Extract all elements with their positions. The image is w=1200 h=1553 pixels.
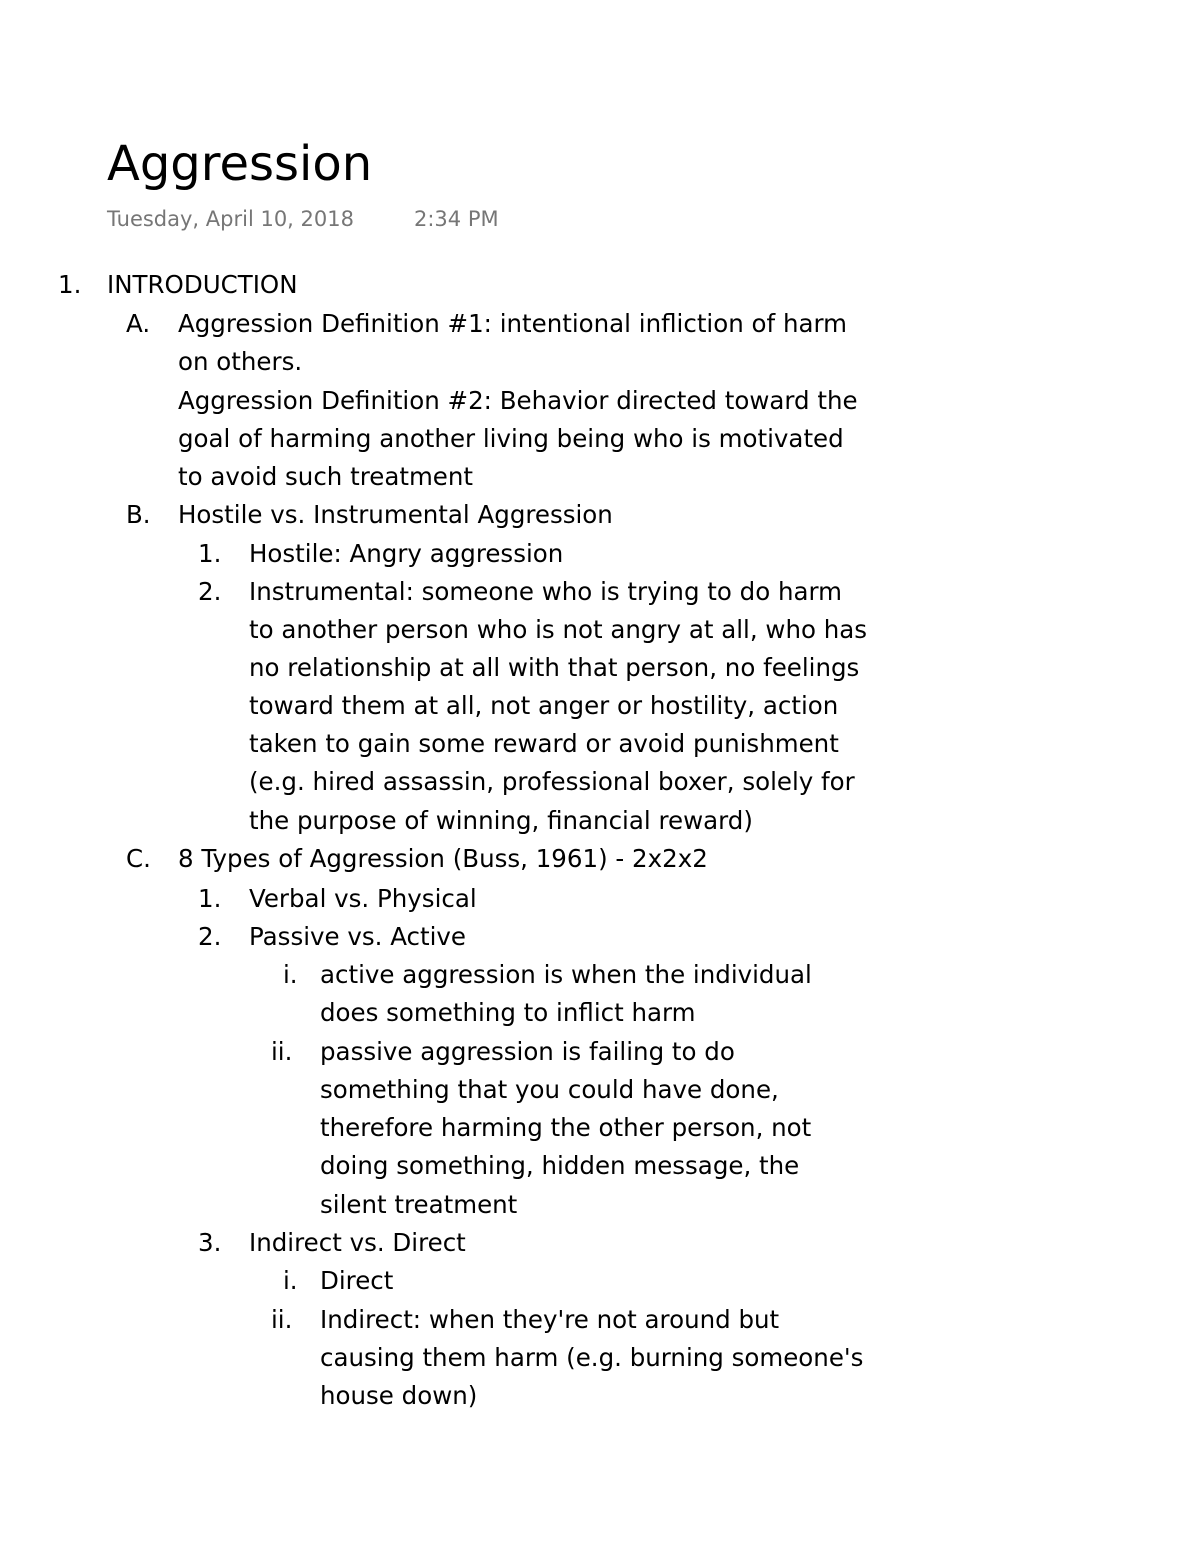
list-item-text: something that you could have done,: [320, 1075, 779, 1104]
list-item-text: to another person who is not angry at all, who has: [249, 615, 868, 644]
page-title: Aggression: [107, 136, 373, 192]
list-marker: i.: [283, 960, 298, 989]
list-item-text: goal of harming another living being who is motivated: [178, 424, 844, 453]
list-item-text: no relationship at all with that person, no feelings: [249, 653, 860, 682]
list-item-text: passive aggression is failing to do: [320, 1037, 735, 1066]
list-marker: 1.: [58, 270, 82, 299]
list-item-text: house down): [320, 1381, 478, 1410]
list-marker: 1.: [198, 539, 222, 568]
list-marker: A.: [126, 309, 151, 338]
list-item-text: therefore harming the other person, not: [320, 1113, 812, 1142]
list-marker: i.: [283, 1266, 298, 1295]
list-item-text: silent treatment: [320, 1190, 518, 1219]
list-item-text: 8 Types of Aggression (Buss, 1961) - 2x2x2: [178, 844, 708, 873]
note-time: 2:34 PM: [414, 207, 499, 231]
list-item-text: on others.: [178, 347, 303, 376]
list-item-text: taken to gain some reward or avoid punishment: [249, 729, 839, 758]
note-date: Tuesday, April 10, 2018: [107, 207, 354, 231]
list-item-text: Passive vs. Active: [249, 922, 467, 951]
list-item-text: causing them harm (e.g. burning someone's: [320, 1343, 864, 1372]
list-item-text: Direct: [320, 1266, 394, 1295]
list-marker: 1.: [198, 884, 222, 913]
list-item-text: active aggression is when the individual: [320, 960, 812, 989]
list-marker: C.: [126, 844, 151, 873]
list-item-text: Verbal vs. Physical: [249, 884, 477, 913]
list-item-text: Indirect: when they're not around but: [320, 1305, 780, 1334]
list-marker: B.: [126, 500, 151, 529]
list-item-text: Hostile vs. Instrumental Aggression: [178, 500, 613, 529]
list-marker: 3.: [198, 1228, 222, 1257]
list-marker: ii.: [271, 1037, 293, 1066]
list-item-text: Aggression Definition #1: intentional infliction of harm: [178, 309, 847, 338]
list-item-text: Indirect vs. Direct: [249, 1228, 466, 1257]
list-item-text: Aggression Definition #2: Behavior directed toward the: [178, 386, 858, 415]
list-item-text: to avoid such treatment: [178, 462, 474, 491]
list-item-text: (e.g. hired assassin, professional boxer, solely for: [249, 767, 855, 796]
section-heading: INTRODUCTION: [107, 270, 298, 299]
list-item-text: Hostile: Angry aggression: [249, 539, 564, 568]
list-item-text: doing something, hidden message, the: [320, 1151, 800, 1180]
list-marker: 2.: [198, 922, 222, 951]
list-item-text: the purpose of winning, financial reward): [249, 806, 753, 835]
list-item-text: Instrumental: someone who is trying to do harm: [249, 577, 843, 606]
list-item-text: toward them at all, not anger or hostility, action: [249, 691, 839, 720]
list-marker: 2.: [198, 577, 222, 606]
list-item-text: does something to inflict harm: [320, 998, 696, 1027]
list-marker: ii.: [271, 1305, 293, 1334]
